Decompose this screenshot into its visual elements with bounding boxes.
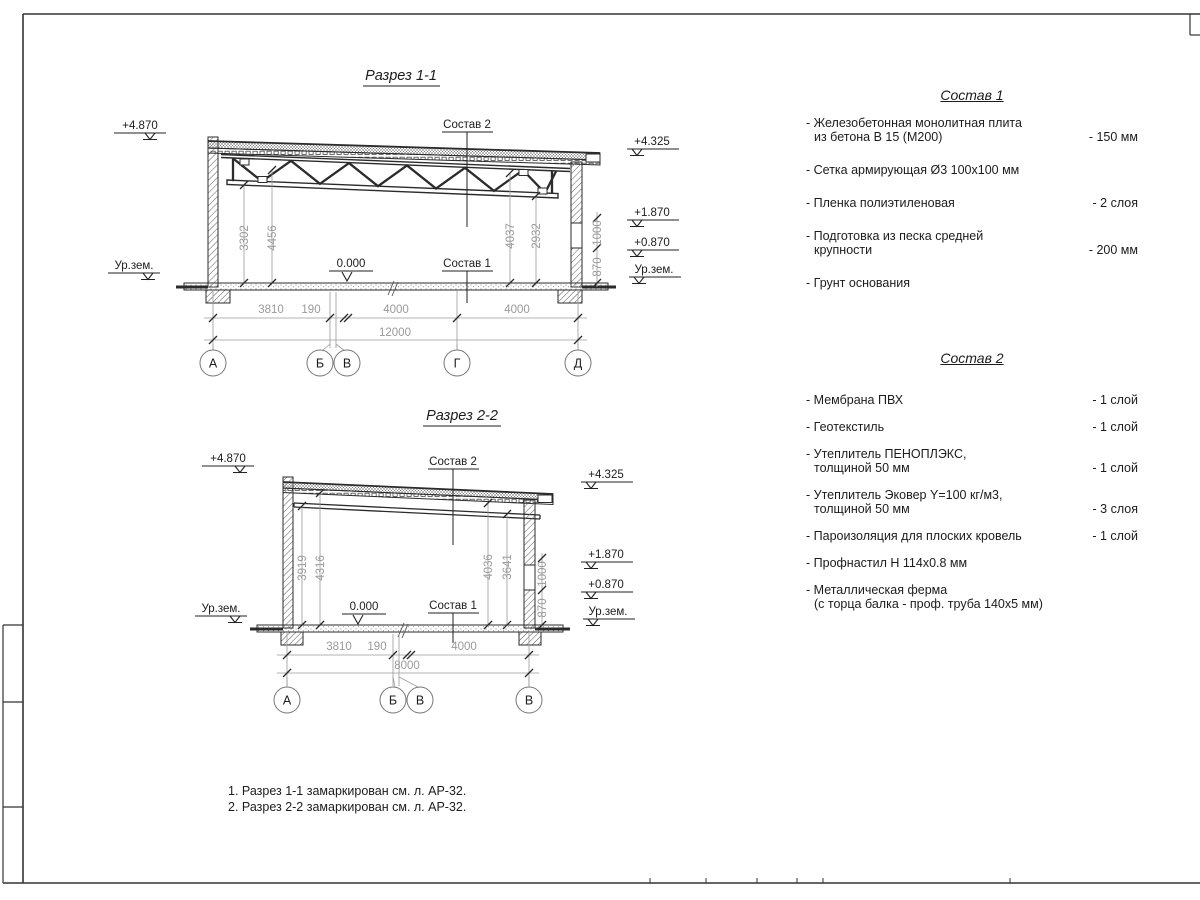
- sostav1-title: Состав 1: [940, 87, 1004, 103]
- material-line: крупности: [814, 243, 873, 257]
- material-value: - 2 слоя: [1092, 196, 1138, 210]
- zero-mark-s2: 0.000: [349, 601, 379, 613]
- axis-a-s2: А: [282, 693, 292, 708]
- material-item: [806, 529, 1138, 543]
- material-item: [806, 556, 1138, 570]
- ref-sostav1-s2: Состав 1: [429, 600, 477, 612]
- material-line: - Пленка полиэтиленовая: [806, 196, 955, 210]
- material-item: [806, 393, 1138, 407]
- dim-1000-s1: 1000: [592, 220, 604, 246]
- material-value: - 1 слой: [1092, 461, 1138, 475]
- material-item: [806, 276, 1138, 290]
- section1-structure: [176, 137, 616, 303]
- material-line: - Утеплитель ПЕНОПЛЭКС,: [806, 447, 967, 461]
- elev-1870-s1: +1.870: [634, 207, 670, 219]
- material-item: [806, 229, 1138, 257]
- section2-axes: [274, 677, 542, 713]
- material-value: - 1 слой: [1092, 529, 1138, 543]
- dim-4000-s2: 4000: [451, 641, 477, 653]
- material-line: - Подготовка из песка средней: [806, 229, 984, 243]
- elev-1870-s2: +1.870: [588, 549, 624, 561]
- material-item: [806, 420, 1138, 434]
- zero-mark-s1: 0.000: [336, 258, 366, 270]
- elev-0870-s1: +0.870: [634, 237, 670, 249]
- material-item: [806, 163, 1138, 177]
- dim-4037: 4037: [505, 223, 517, 249]
- dim-12000: 12000: [379, 327, 411, 339]
- dim-4000a-s1: 4000: [383, 304, 409, 316]
- dim-190-s1: 190: [301, 304, 321, 316]
- material-line: (с торца балка - проф. труба 140х5 мм): [814, 597, 1043, 611]
- ref-sostav2-s2: Состав 2: [429, 456, 477, 468]
- material-line: - Профнастил Н 114х0.8 мм: [806, 556, 968, 570]
- dim-3919: 3919: [297, 555, 309, 581]
- ground-right-s2: Ур.зем.: [588, 606, 628, 618]
- elev-0870-s2: +0.870: [588, 579, 624, 591]
- material-line: - Сетка армирующая Ø3 100х100 мм: [806, 163, 1020, 177]
- ground-left-s2: Ур.зем.: [201, 603, 241, 615]
- elev-4325-s2: +4.325: [588, 469, 624, 481]
- material-line: - Металлическая ферма: [806, 583, 948, 597]
- material-line: - Пароизоляция для плоских кровель: [806, 529, 1022, 543]
- section-1-1: [108, 68, 681, 376]
- material-value: - 200 мм: [1088, 243, 1138, 257]
- material-value: - 3 слоя: [1092, 502, 1138, 516]
- dim-4316: 4316: [315, 555, 327, 581]
- axis-b-s1: Б: [315, 356, 325, 371]
- dim-3302: 3302: [239, 225, 251, 251]
- dim-3810-s1: 3810: [258, 304, 284, 316]
- section1-title: Разрез 1-1: [365, 68, 437, 84]
- sostav1-list: [806, 88, 1138, 290]
- material-line: - Железобетонная монолитная плита: [806, 116, 1022, 130]
- dim-3641: 3641: [502, 554, 514, 580]
- axis-v-s1: В: [342, 356, 352, 371]
- dim-4036: 4036: [483, 554, 495, 580]
- ground-right-s1: Ур.зем.: [634, 264, 674, 276]
- axis-v2-s2: В: [524, 693, 534, 708]
- axis-d-s1: Д: [573, 356, 583, 371]
- elev-4870-s2: +4.870: [210, 453, 246, 465]
- dim-2932: 2932: [531, 223, 543, 249]
- ref-sostav2-s1: Состав 2: [443, 119, 491, 131]
- material-value: - 1 слой: [1092, 420, 1138, 434]
- note-2: 2. Разрез 2-2 замаркирован см. л. АР-32.: [228, 800, 467, 814]
- dim-4456: 4456: [267, 225, 279, 251]
- section2-title: Разрез 2-2: [426, 408, 498, 424]
- dim-4000b-s1: 4000: [504, 304, 530, 316]
- section2-elevations: [195, 453, 635, 626]
- section2-horizontal-dims: [277, 632, 539, 686]
- sostav2-title: Состав 2: [940, 350, 1004, 366]
- axis-g-s1: Г: [453, 356, 461, 371]
- axis-a-s1: А: [208, 356, 218, 371]
- section-2-2: [195, 408, 635, 713]
- section1-horizontal-dims: [204, 290, 587, 348]
- dim-190-s2: 190: [367, 641, 387, 653]
- material-item: [806, 196, 1138, 210]
- material-line: - Мембрана ПВХ: [806, 393, 904, 407]
- section1-axes: [200, 344, 591, 376]
- material-item: [806, 447, 1138, 475]
- material-item: [806, 116, 1138, 144]
- notes: [228, 783, 466, 815]
- material-line: толщиной 50 мм: [814, 461, 910, 475]
- material-line: - Утеплитель Эковер Y=100 кг/м3,: [806, 488, 1003, 502]
- sostav2-list: [806, 351, 1138, 611]
- dim-8000: 8000: [394, 660, 420, 672]
- material-value: - 1 слой: [1092, 393, 1138, 407]
- material-line: толщиной 50 мм: [814, 502, 910, 516]
- material-item: [806, 583, 1138, 611]
- elev-4325-s1: +4.325: [634, 136, 670, 148]
- dim-870-s2: 870: [537, 598, 549, 618]
- elev-4870-s1: +4.870: [122, 120, 158, 132]
- material-line: из бетона В 15 (М200): [814, 130, 943, 144]
- dim-1000-s2: 1000: [537, 561, 549, 587]
- axis-b-s2: Б: [388, 693, 398, 708]
- ground-left-s1: Ур.зем.: [114, 260, 154, 272]
- note-1: 1. Разрез 1-1 замаркирован см. л. АР-32.: [228, 784, 467, 798]
- axis-v1-s2: В: [415, 693, 425, 708]
- material-value: - 150 мм: [1088, 130, 1138, 144]
- material-line: - Грунт основания: [806, 276, 911, 290]
- ref-sostav1-s1: Состав 1: [443, 258, 491, 270]
- dim-870-s1: 870: [592, 257, 604, 277]
- dim-3810-s2: 3810: [326, 641, 352, 653]
- material-line: - Геотекстиль: [806, 420, 885, 434]
- material-item: [806, 488, 1138, 516]
